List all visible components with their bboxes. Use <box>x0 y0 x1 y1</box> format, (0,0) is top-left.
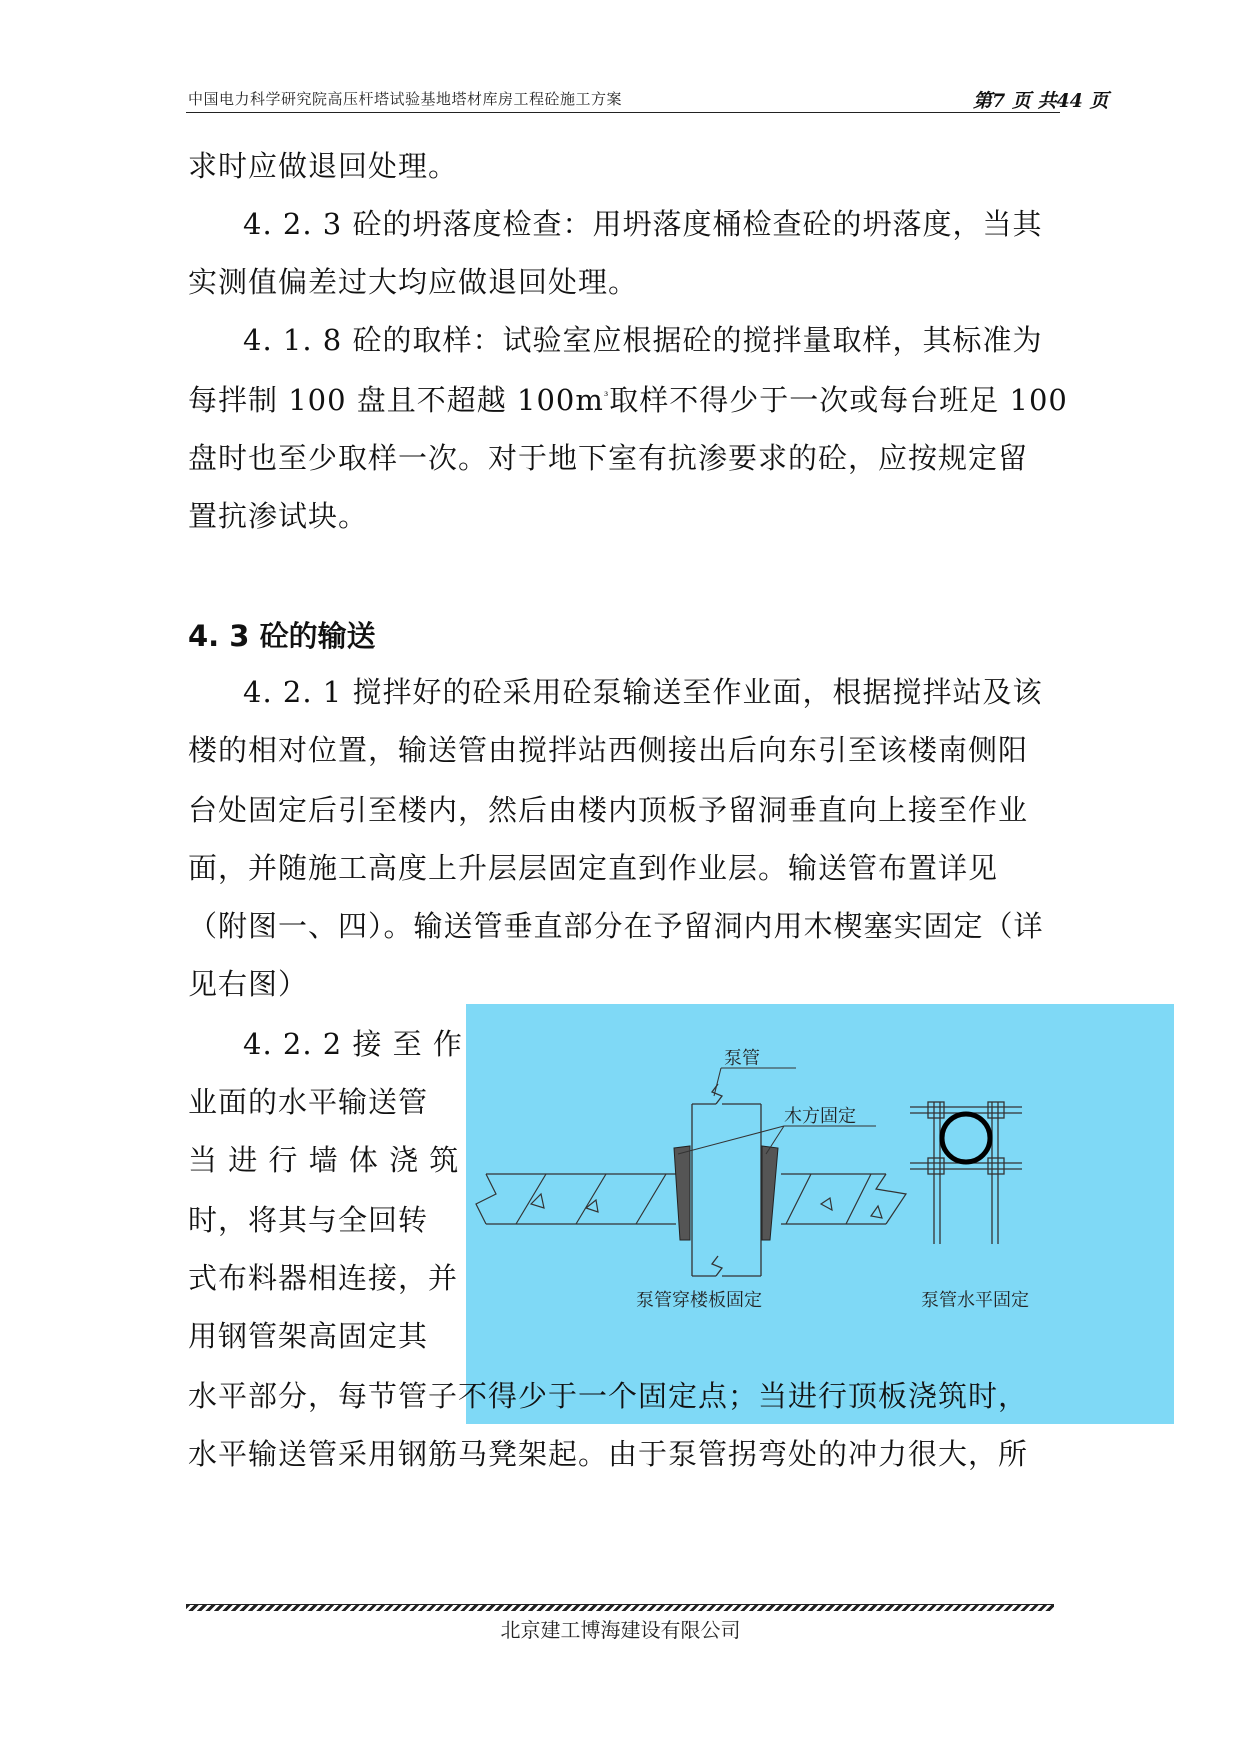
body-line: 4. 1. 8 砼的取样：试验室应根据砼的搅拌量取样，其标准为 <box>243 323 1043 357</box>
footer-divider <box>186 1604 1054 1611</box>
footer-company: 北京建工博海建设有限公司 <box>500 1618 741 1642</box>
horizontal-fixing-frame <box>910 1102 1022 1244</box>
body-line: 实测值偏差过大均应做退回处理。 <box>188 265 639 299</box>
section-line: 面，并随施工高度上升层层固定直到作业层。输送管布置详见 <box>188 851 999 885</box>
section-line: 4. 2. 1 搅拌好的砼采用砼泵输送至作业面，根据搅拌站及该 <box>243 675 1043 709</box>
page-number: 第7 页 共44 页 <box>973 90 1109 112</box>
side-line: 4. 2. 2 接 至 作 <box>243 1027 463 1061</box>
pump-pipe-fixing-figure <box>466 1004 1174 1424</box>
caption-left: 泵管穿楼板固定 <box>636 1290 762 1311</box>
vertical-pump-pipe <box>692 1084 761 1276</box>
body-line: 求时应做退回处理。 <box>188 149 459 183</box>
section-heading: 4. 3 砼的输送 <box>188 619 376 653</box>
header-title: 中国电力科学研究院高压杆塔试验基地塔材库房工程砼施工方案 <box>188 90 623 108</box>
body-line: 置抗渗试块。 <box>188 499 369 533</box>
pump-pipe-cross-section <box>942 1114 990 1162</box>
floor-slab-right <box>781 1174 906 1224</box>
section-line: 见右图） <box>188 967 309 1001</box>
caption-right: 泵管水平固定 <box>921 1290 1029 1311</box>
side-line: 当 进 行 墙 体 浇 筑 <box>188 1143 460 1177</box>
body-line: 盘时也至少取样一次。对于地下室有抗渗要求的砼，应按规定留 <box>188 441 1029 475</box>
pump-pipe-diagram <box>466 1004 1174 1424</box>
wood-wedges <box>674 1146 778 1240</box>
section-line: （附图一、四）。输送管垂直部分在予留洞内用木楔塞实固定（详 <box>188 909 1044 943</box>
body-line: 4. 2. 3 砼的坍落度检查：用坍落度桶检查砼的坍落度，当其 <box>243 207 1043 241</box>
label-pump-pipe: 泵管 <box>724 1048 760 1069</box>
header-divider <box>186 112 1060 113</box>
tail-line: 水平输送管采用钢筋马凳架起。由于泵管拐弯处的冲力很大，所 <box>188 1437 1029 1471</box>
side-line: 式布料器相连接，并 <box>188 1261 459 1295</box>
body-line: 每拌制 100 盘且不超越 $100m^{^3}$取样不得少于一次或每台班足 100 <box>188 383 1068 417</box>
section-line: 楼的相对位置，输送管由搅拌站西侧接出后向东引至该楼南侧阳 <box>188 733 1029 767</box>
side-line: 业面的水平输送管 <box>188 1085 429 1119</box>
tail-line: 水平部分，每节管子不得少于一个固定点；当进行顶板浇筑时， <box>188 1379 1029 1413</box>
side-line: 时，将其与全回转 <box>188 1203 429 1237</box>
label-wood-fix: 木方固定 <box>784 1106 856 1127</box>
section-line: 台处固定后引至楼内，然后由楼内顶板予留洞垂直向上接至作业 <box>188 793 1029 827</box>
side-line: 用钢管架高固定其 <box>188 1319 429 1353</box>
floor-slab-left <box>476 1174 676 1224</box>
